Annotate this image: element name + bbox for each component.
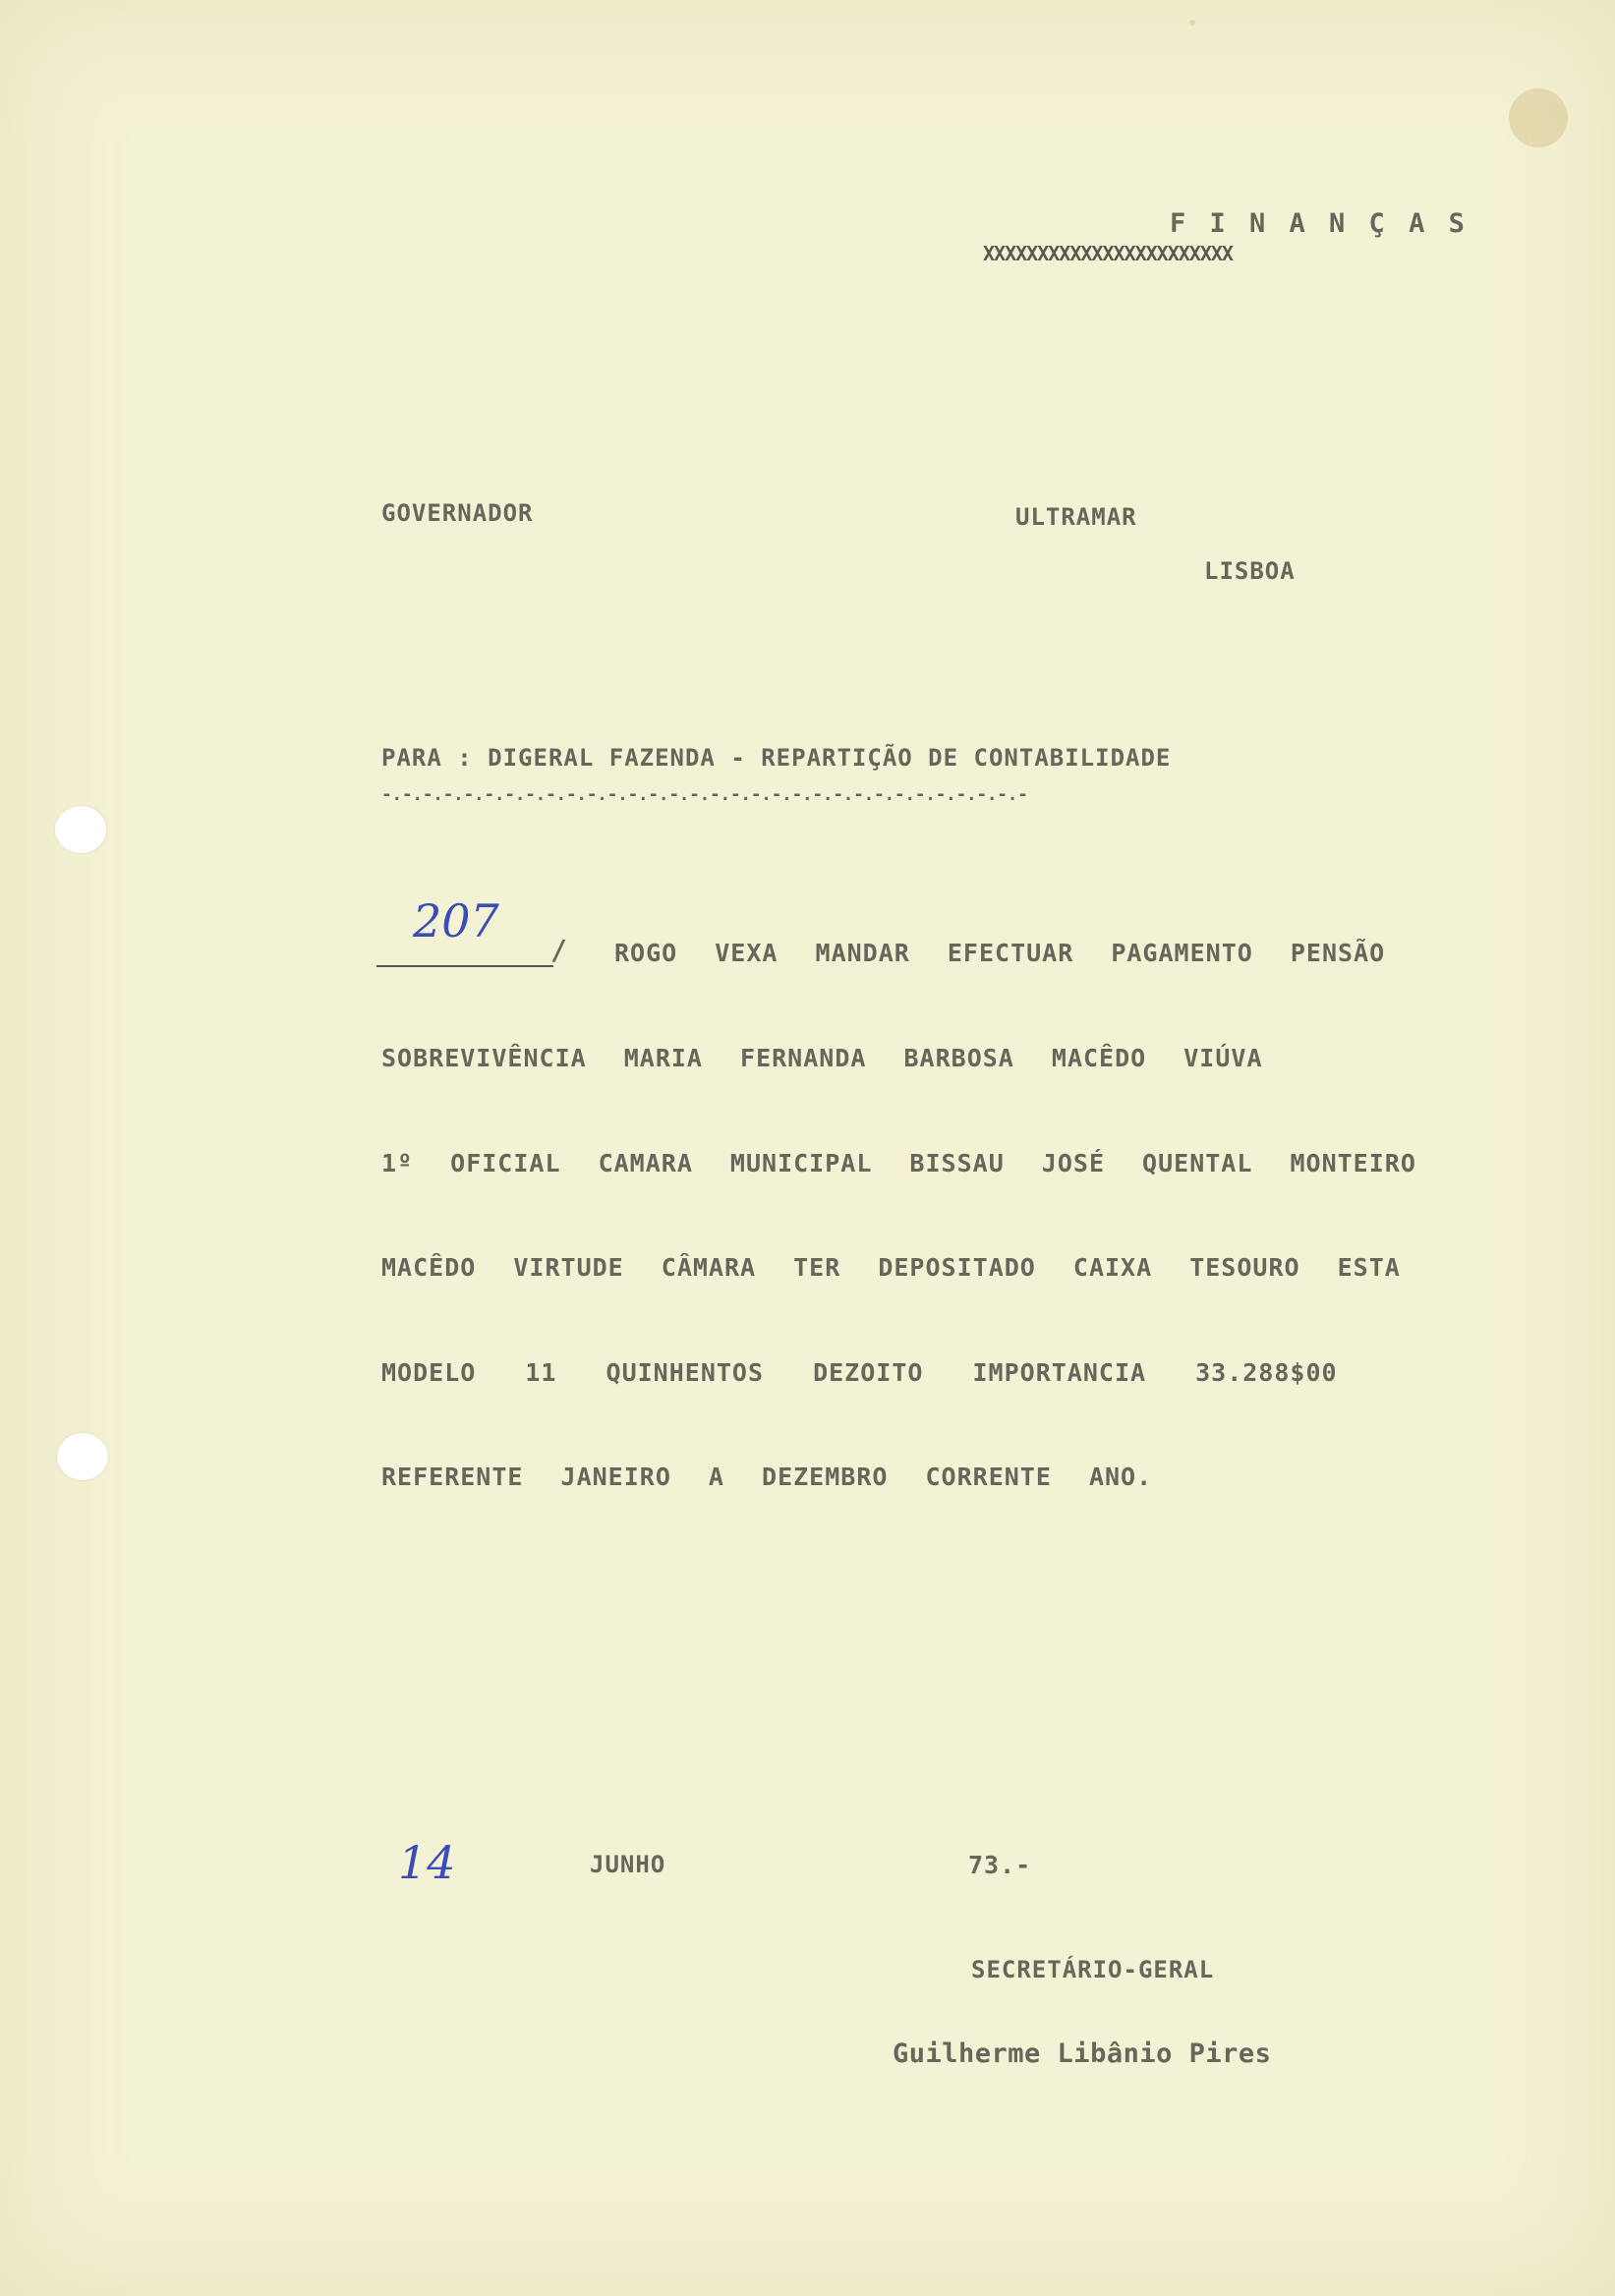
city-label: LISBOA	[1204, 557, 1296, 585]
message-line: 1º OFICIAL CAMARA MUNICIPAL BISSAU JOSÉ QUENTAL MONTEIRO	[381, 1149, 1416, 1177]
paper-stain	[1509, 88, 1568, 147]
message-number-slash: /	[550, 934, 568, 966]
message-line: MACÊDO VIRTUDE CÂMARA TER DEPOSITADO CAIXA TESOURO ESTA	[381, 1253, 1401, 1282]
sender-label: GOVERNADOR	[381, 499, 534, 527]
date-month: JUNHO	[590, 1851, 666, 1878]
destination-label: ULTRAMAR	[1015, 503, 1137, 531]
department-heading: F I N A N Ç A S	[1170, 208, 1469, 239]
punch-hole-bottom	[57, 1433, 108, 1480]
message-line: MODELO 11 QUINHENTOS DEZOITO IMPORTANCIA 33.288$00	[381, 1358, 1338, 1387]
date-year: 73.-	[968, 1851, 1032, 1879]
message-line: ROGO VEXA MANDAR EFECTUAR PAGAMENTO PENSÃO	[614, 939, 1386, 967]
message-line: SOBREVIVÊNCIA MARIA FERNANDA BARBOSA MACÊDO VIÚVA	[381, 1044, 1263, 1072]
message-line: REFERENTE JANEIRO A DEZEMBRO CORRENTE ANO.	[381, 1463, 1153, 1491]
recipient-underline: -.-.-.-.-.-.-.-.-.-.-.-.-.-.-.-.-.-.-.-.-.-.-.-.-.-.-.-.-.-.-.-	[381, 784, 1028, 805]
heading-strike-line: XXXXXXXXXXXXXXXXXXXXXXX	[983, 246, 1233, 265]
recipient-line: PARA : DIGERAL FAZENDA - REPARTIÇÃO DE CONTABILIDADE	[381, 744, 1172, 772]
punch-hole-top	[55, 806, 106, 853]
date-day: 14	[398, 1836, 456, 1889]
message-number: 207	[413, 894, 499, 947]
paper-stain	[1189, 20, 1195, 26]
message-number-underline	[376, 965, 553, 967]
signature-name: Guilherme Libânio Pires	[893, 2038, 1272, 2069]
signature-title: SECRETÁRIO-GERAL	[971, 1956, 1215, 1983]
